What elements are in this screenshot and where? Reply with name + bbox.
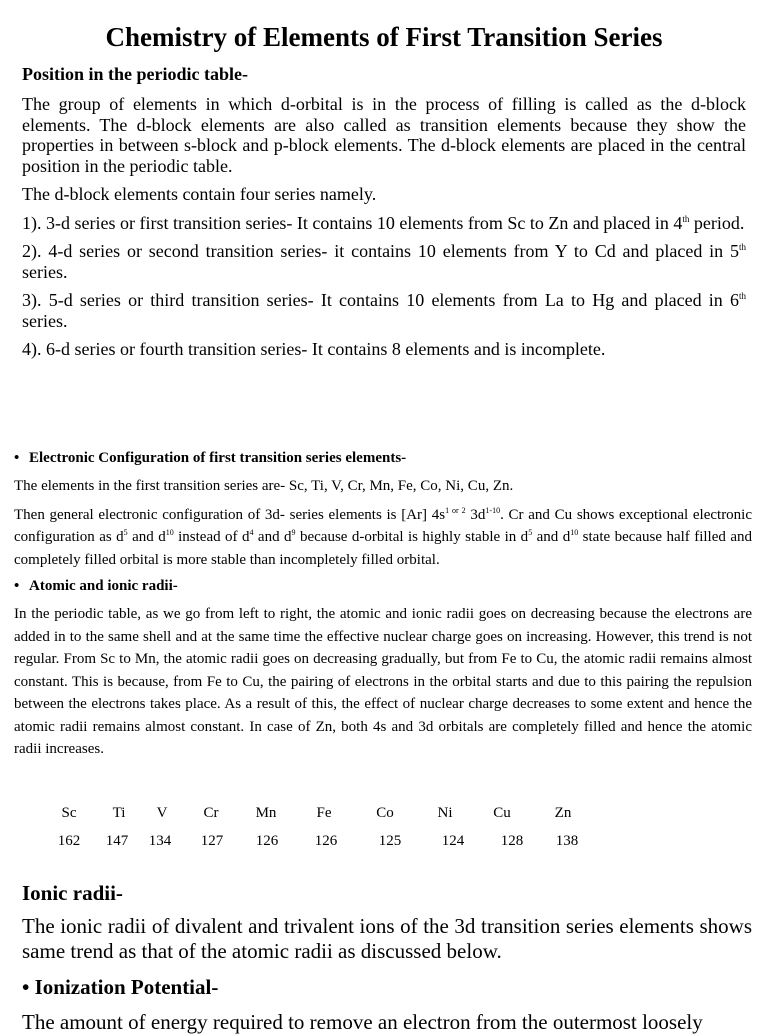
config-sup-2: 1-10	[485, 505, 501, 515]
series-item-1	[22, 213, 746, 234]
series-item-3	[22, 290, 746, 331]
config-sup-1: 1 or 2	[445, 505, 466, 515]
radius-value-cell: 147	[105, 833, 129, 849]
element-cell: Zn	[554, 805, 572, 821]
config-text-g: because d-orbital is highly stable in d	[295, 529, 529, 545]
element-cell: V	[156, 805, 168, 821]
bullet-icon: •	[14, 450, 20, 466]
atomic-radii-table	[0, 799, 768, 859]
config-elements-paragraph: The elements in the first transition series are- Sc, Ti, V, Cr, Mn, Fe, Co, Ni, Cu, Zn.	[14, 478, 514, 494]
element-cell: Cu	[493, 805, 511, 821]
series-item-2-sup: th	[738, 242, 746, 252]
radius-value-cell: 124	[441, 833, 465, 849]
radius-value-cell: 126	[314, 833, 338, 849]
ionization-paragraph: The amount of energy required to remove an electron from the outermost loosely	[22, 1010, 703, 1034]
config-text-b: 3d	[465, 506, 486, 523]
radius-value-cell: 126	[255, 833, 279, 849]
series-intro: The d-block elements contain four series namely.	[22, 184, 377, 204]
config-sup-8: 10	[570, 528, 579, 537]
series-item-2	[22, 241, 746, 282]
series-item-3-text: 3). 5-d series or third transition series- It contains 10 elements from La to Hg and placed in 6	[22, 290, 739, 310]
position-section	[22, 62, 746, 360]
element-cell: Co	[376, 805, 394, 821]
series-item-2-text: 2). 4-d series or second transition series- it contains 10 elements from Y to Cd and placed in 5	[22, 241, 739, 261]
series-item-2-tail: series.	[22, 261, 68, 282]
config-text-f: and d	[253, 529, 292, 545]
series-item-4-text: 4). 6-d series or fourth transition series- It contains 8 elements and is incomplete.	[22, 339, 606, 359]
ionic-paragraph: The ionic radii of divalent and trivalent ions of the 3d transition series elements shows same trend as that of the atomic radii as discussed below.	[22, 914, 752, 963]
config-sup-3: 5	[123, 528, 128, 537]
radii-heading	[14, 575, 752, 597]
series-item-1-text: 1). 3-d series or first transition series- It contains 10 elements from Sc to Zn and placed in 4	[22, 212, 683, 233]
radius-value-cell: 127	[200, 833, 224, 849]
position-paragraph: The group of elements in which d-orbital is in the process of filling is called as the d-block elements. The d-block elements are also called as transition elements because they show the properties in between s-block and p-block elements. The d-block elements are placed in the central position in the periodic table.	[22, 94, 746, 176]
config-text-d: and d	[127, 529, 166, 545]
config-heading	[14, 447, 752, 469]
ionic-heading: Ionic radii-	[22, 881, 123, 905]
config-sup-5: 4	[249, 528, 254, 537]
config-sup-7: 5	[528, 528, 533, 537]
position-heading: Position in the periodic table-	[22, 64, 248, 84]
bullet-icon: •	[14, 578, 20, 594]
series-item-3-tail: series.	[22, 310, 68, 331]
config-sup-6: 9	[291, 528, 296, 537]
element-cell: Ni	[437, 805, 453, 821]
radius-value-cell: 125	[378, 833, 402, 849]
radius-value-cell: 162	[57, 833, 81, 849]
radius-value-cell: 138	[555, 833, 579, 849]
ionization-heading	[22, 972, 752, 1002]
config-general-paragraph	[14, 504, 752, 572]
radius-value-cell: 128	[500, 833, 524, 849]
config-text-i: state because half filled and completely filled orbital is more stable than incompletely filled orbital.	[14, 529, 752, 568]
config-heading-text: Electronic Configuration of first transition series elements-	[29, 450, 407, 466]
series-item-1-tail: period.	[689, 212, 745, 233]
series-item-1-sup: th	[682, 213, 690, 224]
element-cell: Fe	[316, 805, 332, 821]
radius-value-cell: 134	[148, 833, 172, 849]
series-item-3-sup: th	[738, 291, 746, 301]
config-text-e: instead of d	[173, 529, 250, 545]
page-title: Chemistry of Elements of First Transition Series	[105, 22, 663, 52]
config-text-a: Then general electronic configuration of 3d- series elements is [Ar] 4s	[14, 506, 446, 523]
element-cell: Cr	[203, 805, 219, 821]
ionic-section	[22, 878, 752, 1035]
series-item-4	[22, 339, 746, 360]
config-text-h: and d	[532, 529, 571, 545]
ionization-heading-text: Ionization Potential-	[34, 975, 219, 999]
element-cell: Mn	[255, 805, 277, 821]
config-sup-4: 10	[165, 528, 174, 537]
config-section	[14, 447, 752, 761]
element-cell: Sc	[61, 805, 77, 821]
radii-paragraph: In the periodic table, as we go from left to right, the atomic and ionic radii goes on decreasing because the electrons are added in to the same shell and at the same time the effective nuclear charge goes on increasing. However, this trend is not regular. From Sc to Mn, the atomic radii goes on decreasing gradually, but from Fe to Cu, the atomic radii remains almost constant. This is because, from Fe to Cu, the pairing of electrons in the orbital starts and due to this pairing the repulsion between the electrons takes place. As a result of this, the effect of nuclear charge decreases to some extent and hence the atomic radii remains almost constant. In case of Zn, both 4s and 3d orbitals are completely filled and hence the atomic radii increases.	[14, 606, 752, 757]
element-cell: Ti	[112, 805, 126, 821]
radii-heading-text: Atomic and ionic radii-	[29, 578, 178, 594]
bullet-icon: •	[22, 975, 30, 999]
config-text-c: . Cr and Cu shows exceptional electronic configuration as d	[14, 506, 753, 545]
